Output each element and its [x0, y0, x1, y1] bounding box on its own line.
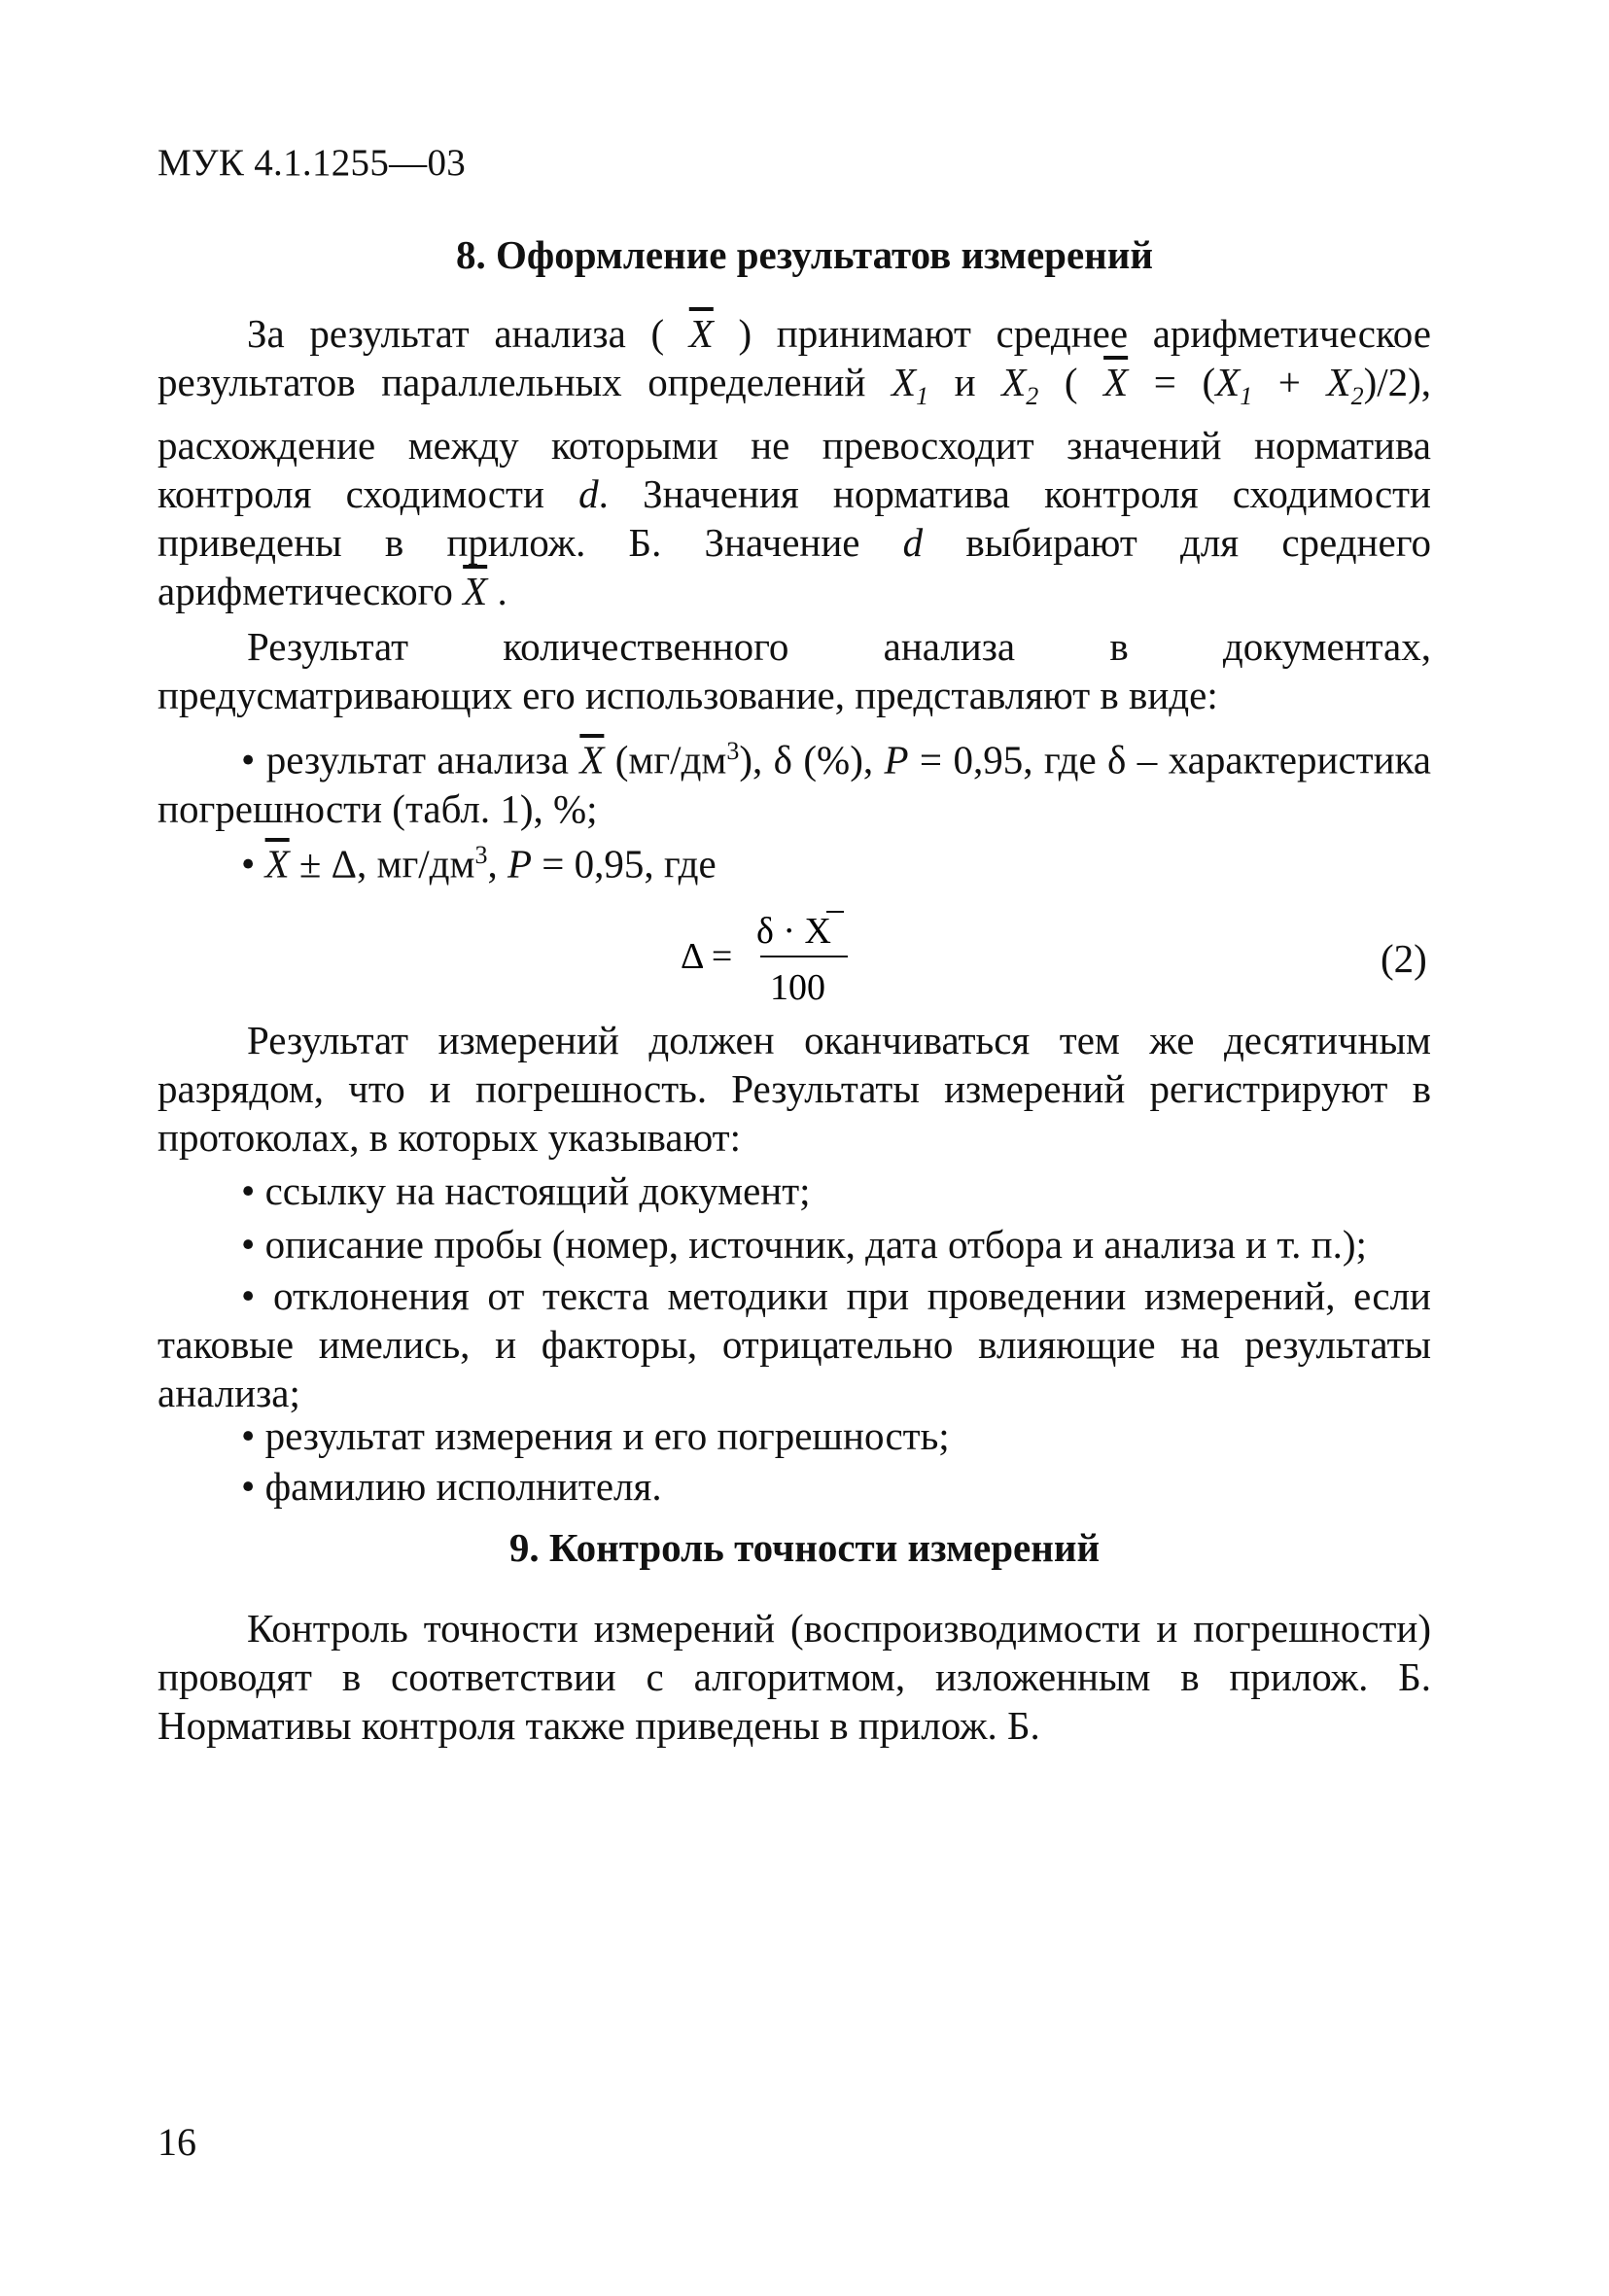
bullet-result-analysis: • результат анализа $\overline{X}$ $(мг/дм^3)$, δ (%), P = 0,95, где δ – характеристика погрешности (табл. 1), %; — [157, 737, 1432, 831]
formula-denominator: 100 — [770, 967, 825, 1008]
list-item: • отклонения от текста методики при проведении измерений, если таковые имелись, и факторы, отрицательно влияющие на результаты анализа; — [157, 1273, 1431, 1415]
equation-number: (2) — [1381, 936, 1427, 981]
section-9-title: 9. Контроль точности измерений — [508, 1525, 1101, 1570]
list-item: • фамилию исполнителя. — [241, 1464, 662, 1509]
section-8-paragraph-3: Результат измерений должен оканчиваться тем же десятичным разрядом, что и погрешность. Результаты измерений регистрируют в протоколах, в которых указывают: — [157, 1018, 1431, 1160]
formula-numerator: δ · X — [756, 911, 832, 952]
list-item: • ссылку на настоящий документ; — [241, 1168, 811, 1213]
bullet-result-delta: • $\overline{X} \pm \Delta$, $мг/дм^3$, P = 0,95, где — [241, 841, 717, 887]
section-8-paragraph-1: За результат анализа ( $\overline{X}$ ) принимают среднее арифметическое результатов параллельных определений $X_1$ и $X_2$ ( $\overline{X} = (X_1 + X_2)/2$), расхождение между которыми не превосходит значений норматива контроля сходимости d. Значения норматива контроля сходимости приведены в прилож. Б. Значение d выбирают для среднего арифметического $\overline{X}$ . — [157, 311, 1432, 614]
document-code: МУК 4.1.1255—03 — [157, 142, 467, 184]
list-item: • описание пробы (номер, источник, дата отбора и анализа и т. п.); — [241, 1222, 1367, 1267]
section-8-title: 8. Оформление результатов измерений — [455, 232, 1154, 277]
section-8-paragraph-2: Результат количественного анализа в документах, предусматривающих его использование, представляют в виде: — [157, 624, 1431, 717]
delta-formula — [681, 904, 875, 1011]
section-9-paragraph-1: Контроль точности измерений (воспроизводимости и погрешности) проводят в соответствии с алгоритмом, изложенным в прилож. Б. Нормативы контроля также приведены в прилож. Б. — [157, 1606, 1431, 1748]
formula-lhs: Δ = — [681, 936, 733, 977]
list-item: • результат измерения и его погрешность; — [241, 1413, 950, 1458]
page-number: 16 — [157, 2120, 196, 2164]
